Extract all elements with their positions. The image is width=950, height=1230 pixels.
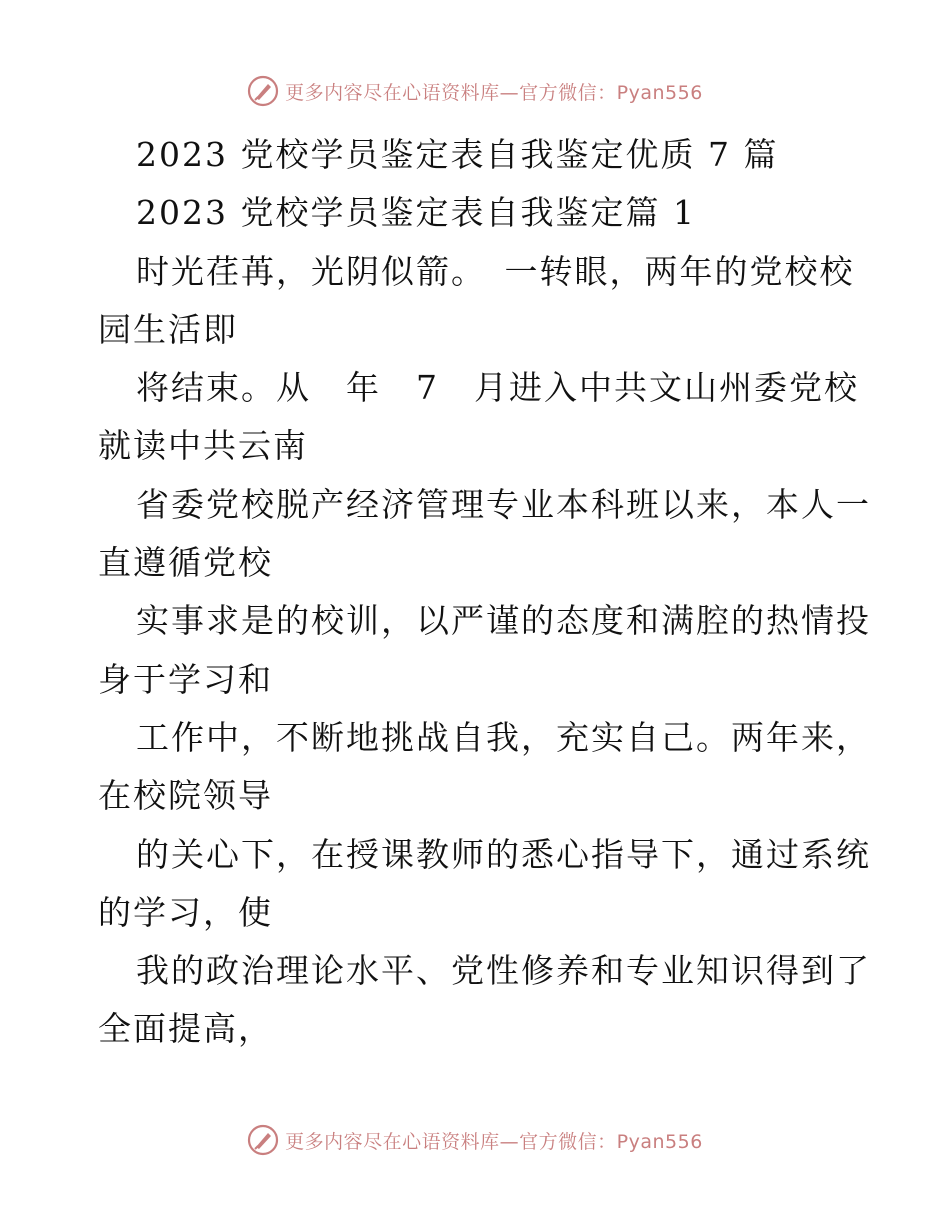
document-title-line: 2023 党校学员鉴定表自我鉴定优质 7 篇 xyxy=(136,135,779,174)
document-title-line: 2023 党校学员鉴定表自我鉴定篇 1 xyxy=(136,193,696,233)
quill-pen-logo-icon xyxy=(247,75,279,107)
paragraph-line: 身于学习和 xyxy=(98,659,273,699)
paragraph-line: 工作中，不断地挑战自我，充实自己。两年来， xyxy=(136,717,871,757)
paragraph-line: 将结束。从 年 7 月进入中共文山州委党校 xyxy=(136,368,859,408)
quill-pen-logo-icon xyxy=(247,1124,279,1156)
footer-watermark xyxy=(0,1120,950,1160)
watermark-text: 更多内容尽在心语资料库—官方微信：Pyan556 xyxy=(285,1130,703,1153)
paragraph-line: 省委党校脱产经济管理专业本科班以来，本人一 xyxy=(136,484,871,524)
paragraph-line: 时光荏苒，光阴似箭。 一转眼，两年的党校校 xyxy=(136,251,855,291)
paragraph-line: 直遵循党校 xyxy=(98,543,273,583)
watermark-text: 更多内容尽在心语资料库—官方微信：Pyan556 xyxy=(285,81,703,104)
document-body xyxy=(98,126,871,1059)
paragraph-line: 的关心下，在授课教师的悉心指导下，通过系统 xyxy=(136,834,871,874)
paragraph-line: 就读中共云南 xyxy=(98,426,308,466)
paragraph-line: 在校院领导 xyxy=(98,776,273,816)
paragraph-line: 园生活即 xyxy=(98,309,238,349)
paragraph-line: 我的政治理论水平、党性修养和专业知识得到了 xyxy=(136,951,871,991)
paragraph-line: 全面提高， xyxy=(98,1009,273,1049)
header-watermark xyxy=(0,71,950,111)
paragraph-line: 的学习，使 xyxy=(98,892,273,932)
paragraph-line: 实事求是的校训，以严谨的态度和满腔的热情投 xyxy=(136,601,871,641)
